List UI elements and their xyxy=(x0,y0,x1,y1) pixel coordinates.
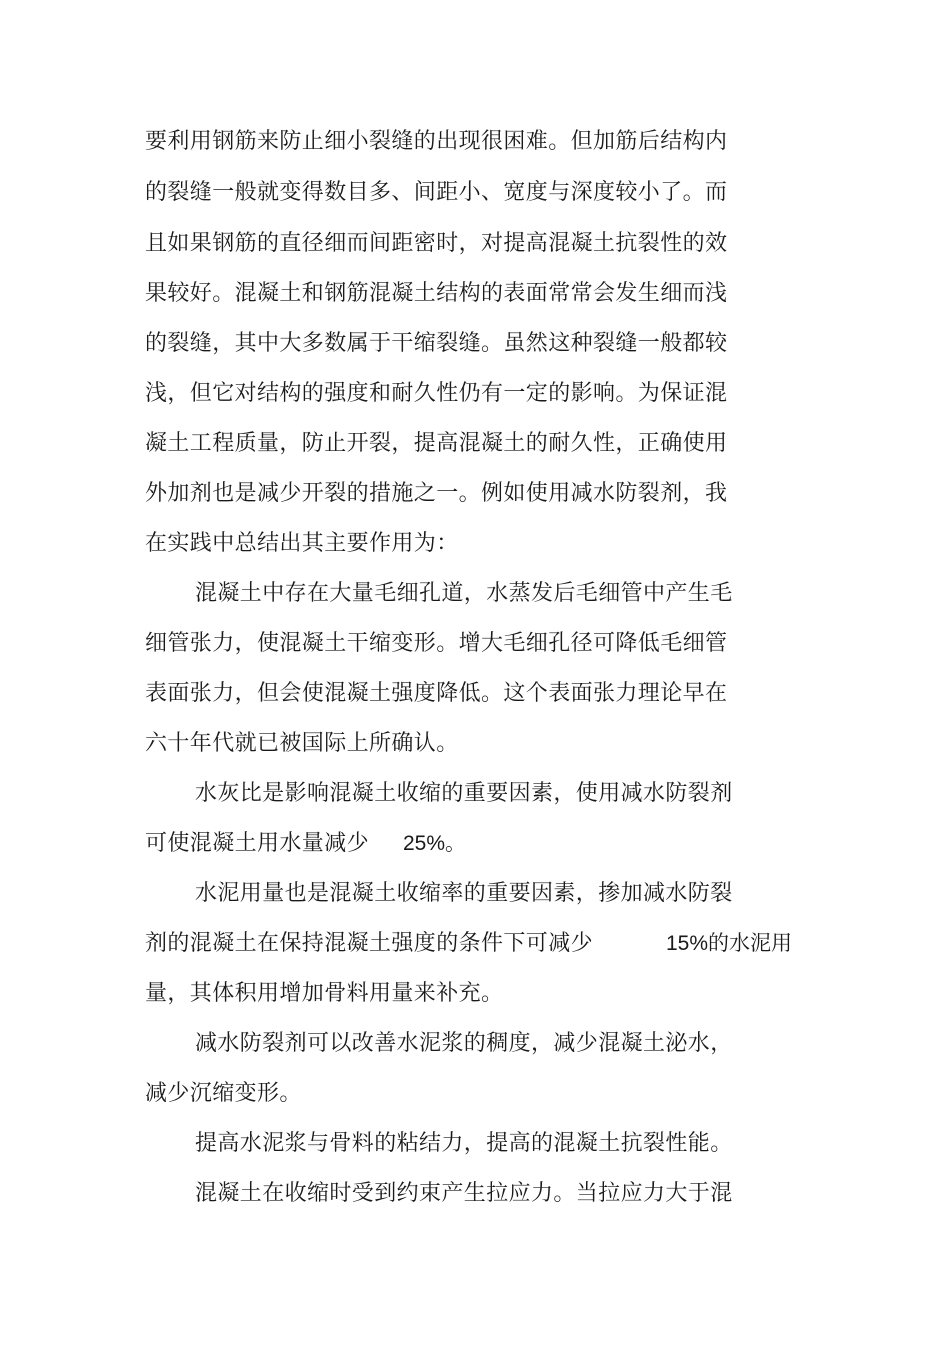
text-line: 要利用钢筋来防止细小裂缝的出现很困难。但加筋后结构内 xyxy=(145,129,728,154)
text-line xyxy=(145,827,475,861)
text-segment: 可使混凝土用水量减少 xyxy=(145,831,370,856)
percent-value: 15%的水泥用 xyxy=(666,932,793,955)
text-segment: 剂的混凝土在保持混凝土强度的条件下可减少 xyxy=(145,931,594,956)
text-line: 细管张力，使混凝土干缩变形。增大毛细孔径可降低毛细管 xyxy=(145,631,728,656)
text-line: 量，其体积用增加骨料用量来补充。 xyxy=(145,981,504,1006)
text-line xyxy=(145,927,805,961)
text-line: 混凝土中存在大量毛细孔道，水蒸发后毛细管中产生毛 xyxy=(195,581,733,606)
text-line: 表面张力，但会使混凝土强度降低。这个表面张力理论早在 xyxy=(145,681,728,706)
text-line: 的裂缝一般就变得数目多、间距小、宽度与深度较小了。而 xyxy=(145,180,728,205)
text-line: 提高水泥浆与骨料的粘结力，提高的混凝土抗裂性能。 xyxy=(195,1131,733,1156)
text-line: 外加剂也是减少开裂的措施之一。例如使用减水防裂剂，我 xyxy=(145,481,728,506)
text-line: 水灰比是影响混凝土收缩的重要因素，使用减水防裂剂 xyxy=(195,781,733,806)
text-line: 的裂缝，其中大多数属于干缩裂缝。虽然这种裂缝一般都较 xyxy=(145,331,728,356)
text-line: 果较好。混凝土和钢筋混凝土结构的表面常常会发生细而浅 xyxy=(145,281,728,306)
percent-value: 25%。 xyxy=(403,832,467,855)
text-line: 且如果钢筋的直径细而间距密时，对提高混凝土抗裂性的效 xyxy=(145,231,728,256)
text-line: 六十年代就已被国际上所确认。 xyxy=(145,731,459,756)
text-line: 浅，但它对结构的强度和耐久性仍有一定的影响。为保证混 xyxy=(145,381,728,406)
text-line: 水泥用量也是混凝土收缩率的重要因素，掺加减水防裂 xyxy=(195,881,733,906)
text-line: 在实践中总结出其主要作用为： xyxy=(145,531,459,556)
text-line: 混凝土在收缩时受到约束产生拉应力。当拉应力大于混 xyxy=(195,1181,733,1206)
text-line: 凝土工程质量，防止开裂，提高混凝土的耐久性，正确使用 xyxy=(145,431,728,456)
text-line: 减少沉缩变形。 xyxy=(145,1081,302,1106)
text-line: 减水防裂剂可以改善水泥浆的稠度，减少混凝土泌水， xyxy=(195,1031,733,1056)
